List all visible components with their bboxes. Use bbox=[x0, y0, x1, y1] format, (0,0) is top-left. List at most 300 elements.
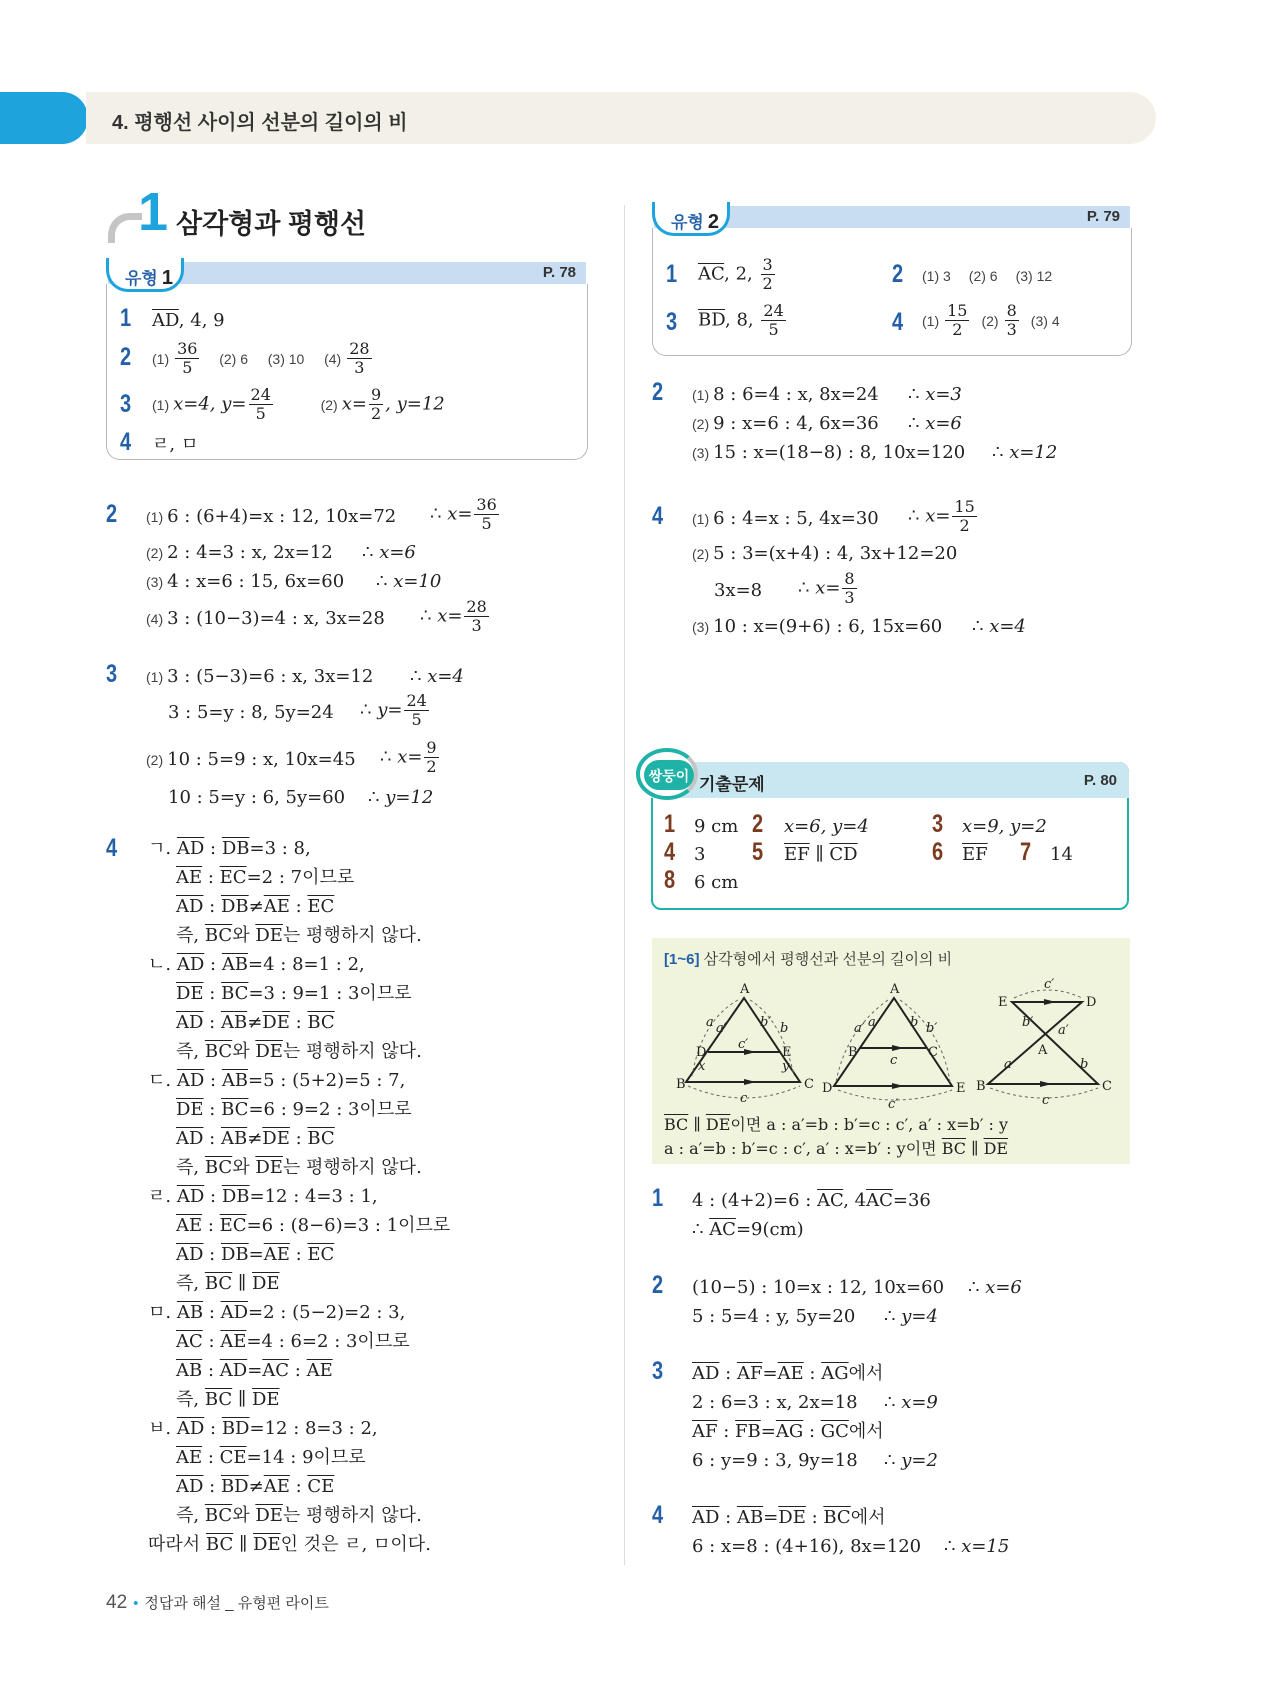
sol4-ma-l3 bbox=[176, 1360, 333, 1382]
s4-line2-result bbox=[944, 1536, 1009, 1558]
rsol2-l2-eq: 9 : x=6 : 4, 6x=36 bbox=[713, 413, 879, 434]
label-a-small: a bbox=[706, 1015, 714, 1030]
sd-num-4: 4 bbox=[664, 838, 676, 866]
sol3-line2-result bbox=[360, 692, 431, 729]
label-a-prime: a′ bbox=[716, 1021, 727, 1036]
sol2-line2-result bbox=[362, 542, 416, 564]
item-na: ㄴ. bbox=[148, 954, 172, 975]
sol3-l4-res: y=12 bbox=[385, 787, 434, 808]
t2-num-2: 2 bbox=[892, 260, 904, 288]
jeuk: 즉, bbox=[176, 1273, 200, 1294]
frac-num: 3 bbox=[762, 255, 773, 274]
therefore-symbol: ∴ bbox=[798, 577, 810, 599]
t1-a3-x: x= bbox=[341, 393, 367, 415]
neq: ≠ bbox=[247, 1128, 263, 1149]
twin-page: P. 80 bbox=[1083, 772, 1117, 789]
ratio: =4 : 8=1 : 2, bbox=[248, 954, 365, 975]
item-ba: ㅂ. bbox=[148, 1418, 172, 1439]
sol4-ma-l2 bbox=[176, 1331, 410, 1353]
sd-answer-7: 14 bbox=[1050, 844, 1073, 865]
sd-a2: x=6, y=4 bbox=[784, 816, 869, 837]
sd-answer-6 bbox=[962, 844, 988, 866]
label-b-prime: b′ bbox=[1022, 1015, 1034, 1030]
theorem-title: 삼각형에서 평행선과 선분의 길이의 비 bbox=[703, 951, 953, 968]
triangle-2 bbox=[834, 998, 952, 1086]
sol2-l2-res: x=6 bbox=[379, 542, 416, 563]
seg: $\overline{AD}$ bbox=[176, 896, 204, 917]
twin-badge bbox=[636, 748, 698, 800]
frac-num: 28 bbox=[466, 597, 487, 616]
rsol4-line3: 3x=8 bbox=[714, 580, 763, 601]
sol4-ga-l4 bbox=[176, 925, 422, 947]
ese: 에서 bbox=[848, 1363, 884, 1384]
rsol2-line2-result bbox=[908, 413, 962, 435]
frac-15-2 bbox=[952, 498, 976, 535]
seg: $\overline{BC}$ bbox=[204, 1505, 233, 1526]
frac-num: 28 bbox=[349, 339, 370, 358]
ese: 에서 bbox=[850, 1507, 886, 1528]
colon: : bbox=[204, 954, 222, 975]
rsol2-line3-result bbox=[992, 442, 1057, 464]
dash bbox=[836, 1000, 888, 1082]
part-1: (1) bbox=[152, 350, 170, 367]
frac-8-3 bbox=[842, 570, 856, 607]
sol3-l3-res: x= bbox=[397, 746, 423, 768]
seg: $\overline{AE}$ bbox=[263, 1476, 290, 1497]
frac-den: 2 bbox=[959, 516, 970, 535]
part-2: (2) bbox=[692, 416, 710, 432]
theorem-text-1: 이면 a : a′=b : b′=c : c′, a′ : x=b′ : y bbox=[730, 1115, 1009, 1134]
seg-ad: $\overline{AD}$ bbox=[152, 310, 179, 331]
neq: ≠ bbox=[248, 1476, 264, 1497]
s1-t2: , 4 bbox=[843, 1190, 867, 1211]
therefore-symbol: ∴ bbox=[360, 699, 372, 721]
seg: $\overline{AD}$ bbox=[176, 1244, 204, 1265]
seg: $\overline{DE}$ bbox=[255, 1505, 283, 1526]
jeuk: 즉, bbox=[176, 1389, 200, 1410]
colon: : bbox=[203, 983, 222, 1004]
chapter-tab bbox=[0, 92, 88, 144]
t1-a2-part2: (2) 6 bbox=[219, 350, 249, 367]
s3-line1: $\overline{AD}$ : $\overline{AF}=\overline{AE}$ : $\overline{AG}$에서 bbox=[692, 1363, 884, 1384]
s3-num: 3 bbox=[652, 1357, 664, 1385]
sol2-line2 bbox=[146, 542, 333, 564]
seg-bd: $\overline{BD}$ bbox=[698, 309, 726, 331]
t2-answer-3 bbox=[698, 302, 788, 339]
therefore-symbol: ∴ bbox=[362, 542, 374, 563]
t2-a2-p1: (1) 3 bbox=[922, 268, 951, 284]
sol4-na-l1 bbox=[148, 954, 365, 976]
seg: $\overline{AE}$ bbox=[176, 867, 203, 888]
frac-den: 3 bbox=[471, 616, 482, 635]
part-1: (1) bbox=[146, 669, 164, 685]
sol4-ba-l2 bbox=[176, 1447, 366, 1469]
seg-ac: $\overline{AC}$ bbox=[698, 263, 725, 285]
sol2-l2-eq: 2 : 4=3 : x, 2x=12 bbox=[167, 542, 333, 563]
label-b-small: b bbox=[910, 1015, 919, 1030]
seg: $\overline{AE}$ bbox=[176, 1447, 203, 1468]
type2-page: P. 79 bbox=[1086, 208, 1120, 225]
seg: $\overline{AE}$ bbox=[777, 1363, 804, 1384]
seg-bc: $\overline{BC}$ bbox=[941, 1139, 966, 1158]
t2-answer-2 bbox=[922, 265, 1056, 287]
rsol2-l3-res: x=12 bbox=[1009, 442, 1058, 463]
seg: $\overline{AD}$ bbox=[176, 954, 205, 975]
label-a-small: a bbox=[1004, 1057, 1012, 1072]
frac-28-3 bbox=[347, 340, 371, 377]
frac-den: 5 bbox=[255, 404, 266, 423]
label-c-prime: c′ bbox=[1044, 977, 1055, 992]
therefore-symbol: ∴ bbox=[376, 571, 388, 592]
therefore-symbol: ∴ bbox=[692, 1219, 710, 1240]
seg-de: $\overline{DE}$ bbox=[705, 1115, 731, 1134]
frac-num: 24 bbox=[763, 301, 784, 320]
seg: $\overline{DB}$ bbox=[220, 896, 249, 917]
frac-24-5 bbox=[761, 302, 785, 339]
page-number: 42 bbox=[106, 1592, 128, 1613]
rsol2-line1-result bbox=[908, 384, 962, 406]
frac-num: 8 bbox=[844, 569, 855, 588]
seg: $\overline{AF}$ bbox=[692, 1421, 718, 1442]
type2-badge-label: 유형 bbox=[671, 213, 704, 232]
frac-den: 2 bbox=[762, 274, 773, 293]
label-b: B bbox=[848, 1045, 858, 1060]
seg: $\overline{DE}$ bbox=[262, 1128, 290, 1149]
rsol2-l2-res: x=6 bbox=[925, 413, 962, 434]
sd-num-6: 6 bbox=[932, 838, 944, 866]
t2-num-4: 4 bbox=[892, 308, 904, 336]
part-1: (1) bbox=[146, 509, 164, 525]
seg: $\overline{BC}$ bbox=[204, 1389, 233, 1410]
seg-ac: $\overline{AC}$ bbox=[817, 1190, 844, 1211]
sol4-na-l2 bbox=[176, 983, 412, 1005]
label-b-small: b bbox=[780, 1021, 789, 1036]
part-1: (1) bbox=[692, 387, 710, 403]
part-1: (1) bbox=[152, 396, 170, 413]
seg: $\overline{AE}$ bbox=[220, 1331, 247, 1352]
seg: $\overline{AB}$ bbox=[736, 1507, 764, 1528]
frac-3-2 bbox=[761, 256, 775, 293]
seg: $\overline{AE}$ bbox=[263, 896, 290, 917]
sol2-x: x= bbox=[447, 503, 473, 525]
seg: $\overline{AD}$ bbox=[219, 1360, 248, 1381]
seg: $\overline{BC}$ bbox=[823, 1507, 851, 1528]
ese: 에서 bbox=[848, 1421, 884, 1442]
sol3-line2: 3 : 5=y : 8, 5y=24 bbox=[168, 702, 334, 723]
therefore-symbol: ∴ bbox=[908, 384, 920, 405]
sd-answer-8: 6 cm bbox=[694, 872, 739, 893]
item-ra: ㄹ. bbox=[148, 1186, 172, 1207]
item-ga: ㄱ. bbox=[148, 838, 172, 859]
part-3: (3) bbox=[1030, 312, 1048, 329]
therefore-symbol: ∴ bbox=[368, 787, 380, 808]
eq: = bbox=[247, 1360, 263, 1381]
seg: $\overline{BC}$ bbox=[221, 1099, 249, 1120]
colon: : bbox=[289, 1244, 308, 1265]
seg: $\overline{AF}$ bbox=[736, 1363, 763, 1384]
s2-l1-res: x=6 bbox=[985, 1277, 1022, 1298]
therefore-symbol: ∴ bbox=[908, 505, 920, 527]
label-b-prime: b′ bbox=[760, 1015, 772, 1030]
rsol4-line1-result bbox=[908, 498, 979, 535]
s3-line3: $\overline{AF}$ : $\overline{FB}=\overline{AG}$ : $\overline{GC}$에서 bbox=[692, 1421, 884, 1442]
seg: $\overline{BC}$ bbox=[205, 1534, 234, 1555]
sol4-ma-l4 bbox=[176, 1389, 280, 1411]
colon: : bbox=[204, 1418, 222, 1439]
label-a: A bbox=[1038, 1043, 1048, 1058]
sol4-da-l4 bbox=[176, 1157, 422, 1179]
sd-a3: x=9, y=2 bbox=[962, 816, 1047, 837]
t2-answer-4 bbox=[922, 302, 1064, 339]
sol3-l1-res: x=4 bbox=[427, 666, 464, 687]
rsol4-l4-res: x=4 bbox=[989, 616, 1026, 637]
s1-num: 1 bbox=[652, 1184, 664, 1212]
label-e: E bbox=[782, 1045, 792, 1060]
colon: : bbox=[204, 1186, 222, 1207]
sol2-line4-result bbox=[420, 598, 491, 635]
t1-a2-part3: (3) 10 bbox=[267, 350, 305, 367]
s1-t3: =36 bbox=[892, 1190, 931, 1211]
label-c-small: c bbox=[890, 1053, 898, 1068]
seg: $\overline{AB}$ bbox=[176, 1302, 204, 1323]
seg: $\overline{BC}$ bbox=[221, 983, 249, 1004]
label-y: y bbox=[782, 1059, 790, 1074]
seg-bc: $\overline{BC}$ bbox=[664, 1115, 689, 1134]
seg: $\overline{BD}$ bbox=[220, 1476, 249, 1497]
neq: ≠ bbox=[248, 896, 264, 917]
t1-a3-y: , y=12 bbox=[385, 393, 445, 415]
rsol2-l1-eq: 8 : 6=4 : x, 8x=24 bbox=[713, 384, 879, 405]
s2-l2-res: y=4 bbox=[901, 1306, 938, 1327]
label-x: x bbox=[698, 1059, 706, 1074]
frac-den: 2 bbox=[426, 757, 437, 776]
seg: $\overline{EC}$ bbox=[307, 1244, 335, 1265]
frac-24-5 bbox=[404, 692, 428, 729]
frac-num: 9 bbox=[426, 738, 437, 757]
label-a: A bbox=[890, 982, 900, 997]
chapter-title-text: 4. 평행선 사이의 선분의 길이의 비 bbox=[112, 112, 408, 134]
sol4-na-l3 bbox=[176, 1012, 335, 1034]
sd-num-3: 3 bbox=[932, 810, 944, 838]
s2-line1: (10−5) : 10=x : 12, 10x=60 bbox=[692, 1277, 945, 1298]
part-3: (3) bbox=[692, 445, 710, 461]
seg-ef: $\overline{EF}$ bbox=[784, 844, 810, 865]
label-c: C bbox=[804, 1077, 814, 1092]
part-2: (2) bbox=[692, 546, 710, 562]
rsol4-line2 bbox=[692, 543, 957, 565]
seg: $\overline{AD}$ bbox=[176, 1012, 204, 1033]
label-b: B bbox=[676, 1077, 686, 1092]
frac-num: 8 bbox=[1006, 301, 1017, 320]
t2-a4-p3: 4 bbox=[1051, 312, 1060, 329]
label-c-small: c bbox=[740, 1091, 748, 1106]
label-c-small: c bbox=[1042, 1093, 1050, 1108]
therefore-symbol: ∴ bbox=[410, 666, 422, 687]
sol4-ga-l3 bbox=[176, 896, 334, 918]
s2-num: 2 bbox=[652, 1271, 664, 1299]
label-b: B bbox=[976, 1079, 986, 1094]
sol4-conclusion bbox=[148, 1534, 431, 1556]
t1-a3-text: x=4, y= bbox=[173, 393, 247, 415]
therefore-symbol: ∴ bbox=[884, 1392, 896, 1413]
frac-den: 3 bbox=[844, 588, 855, 607]
sol3-line1-result bbox=[410, 666, 464, 688]
seg: $\overline{EC}$ bbox=[307, 896, 335, 917]
t2-num-3: 3 bbox=[666, 308, 678, 336]
rsol4-l1-res: x= bbox=[925, 505, 951, 527]
sd-answer-5: $\overline{EF}$ ∥ $\overline{CD}$ bbox=[784, 844, 858, 865]
sol2-l4-eq: 3 : (10−3)=4 : x, 3x=28 bbox=[167, 608, 385, 629]
rsol2-line2 bbox=[692, 413, 879, 435]
frac-den: 3 bbox=[354, 358, 365, 377]
part-3: (3) bbox=[146, 574, 164, 590]
sol4-ma-l1 bbox=[148, 1302, 405, 1324]
sol2-line1-result bbox=[430, 496, 501, 533]
colon: : bbox=[203, 1302, 221, 1323]
s2-line2-result bbox=[884, 1306, 938, 1328]
sol4-na-l4 bbox=[176, 1041, 422, 1063]
seg: $\overline{DE}$ bbox=[253, 1534, 281, 1555]
sd-num-7: 7 bbox=[1020, 838, 1032, 866]
colon: : bbox=[202, 1360, 220, 1381]
sol3-line3-result bbox=[380, 739, 441, 776]
therefore-symbol: ∴ bbox=[972, 616, 984, 637]
type1-badge bbox=[106, 258, 184, 292]
not-parallel: 는 평행하지 않다. bbox=[282, 1041, 422, 1062]
rsol2-num: 2 bbox=[652, 378, 664, 406]
sol3-l3-eq: 10 : 5=9 : x, 10x=45 bbox=[167, 749, 356, 770]
type1-badge-num: 1 bbox=[161, 267, 173, 289]
frac-36-5 bbox=[175, 340, 199, 377]
sd-num-5: 5 bbox=[752, 838, 764, 866]
seg: $\overline{AB}$ bbox=[220, 1012, 248, 1033]
sd-answer-3 bbox=[962, 816, 1047, 838]
chapter-title bbox=[86, 92, 1156, 144]
seg: $\overline{AB}$ bbox=[176, 1360, 203, 1381]
frac-num: 24 bbox=[406, 691, 427, 710]
t1-a1-rest: , 4, 9 bbox=[178, 310, 225, 331]
colon: : bbox=[289, 896, 308, 917]
sol4-da-l3 bbox=[176, 1128, 335, 1150]
seg-de: $\overline{DE}$ bbox=[983, 1139, 1009, 1158]
s3-line4: 6 : y=9 : 3, 9y=18 bbox=[692, 1450, 858, 1471]
frac-num: 24 bbox=[250, 385, 271, 404]
therefore-symbol: ∴ bbox=[944, 1536, 956, 1557]
footer-text: 정답과 해설 _ 유형편 라이트 bbox=[144, 1595, 329, 1612]
ratio: =6 : 9=2 : 3이므로 bbox=[248, 1099, 412, 1120]
column-divider bbox=[624, 205, 625, 1565]
seg-ac: $\overline{AC}$ bbox=[709, 1219, 736, 1240]
s2-line2: 5 : 5=4 : y, 5y=20 bbox=[692, 1306, 856, 1327]
label-c: C bbox=[1102, 1079, 1112, 1094]
jeuk: 즉, bbox=[176, 1505, 200, 1526]
sol4-ga-l1 bbox=[148, 838, 311, 860]
seg: $\overline{AB}$ bbox=[220, 1128, 248, 1149]
seg: $\overline{EC}$ bbox=[219, 1215, 247, 1236]
label-e: E bbox=[956, 1081, 966, 1096]
sol2-line1 bbox=[146, 506, 396, 528]
t1-num-2: 2 bbox=[120, 343, 132, 371]
seg: $\overline{AD}$ bbox=[176, 1476, 204, 1497]
theorem-line2 bbox=[664, 1138, 1008, 1160]
s4-line1: $\overline{AD}$ : $\overline{AB}=\overline{DE}$ : $\overline{BC}$에서 bbox=[692, 1507, 886, 1528]
seg: $\overline{EC}$ bbox=[219, 867, 247, 888]
s1-line1 bbox=[692, 1190, 931, 1212]
t1-answer-3 bbox=[152, 386, 445, 423]
s4-num: 4 bbox=[652, 1501, 664, 1529]
section-title: 삼각형과 평행선 bbox=[176, 209, 367, 239]
t1-answer-1 bbox=[152, 310, 225, 332]
rsol4-l4-eq: 10 : x=(9+6) : 6, 15x=60 bbox=[713, 616, 943, 637]
seg: $\overline{AD}$ bbox=[176, 1128, 204, 1149]
seg: $\overline{DE}$ bbox=[262, 1012, 290, 1033]
part-1: (1) bbox=[692, 511, 710, 527]
seg: $\overline{AB}$ bbox=[221, 1070, 249, 1091]
rsol4-l3-res: x= bbox=[815, 577, 841, 599]
theorem-text-2: a : a′=b : b′=c : c′, a′ : x=b′ : y이면 bbox=[664, 1139, 942, 1158]
eq: = bbox=[248, 1244, 264, 1265]
seg: $\overline{DE}$ bbox=[255, 1157, 283, 1178]
s3-line4-result bbox=[884, 1450, 938, 1472]
colon: : bbox=[202, 1215, 220, 1236]
colon: : bbox=[203, 1244, 221, 1265]
part-2: (2) bbox=[146, 752, 164, 768]
seg: $\overline{AE}$ bbox=[263, 1244, 290, 1265]
label-a-prime: a′ bbox=[1058, 1023, 1069, 1038]
t2-num-1: 1 bbox=[666, 260, 678, 288]
frac-den: 5 bbox=[481, 514, 492, 533]
seg: $\overline{AD}$ bbox=[692, 1363, 720, 1384]
frac-num: 36 bbox=[476, 495, 497, 514]
not-parallel: 는 평행하지 않다. bbox=[282, 1157, 422, 1178]
sol4-ba-l1 bbox=[148, 1418, 378, 1440]
label-d: D bbox=[822, 1081, 833, 1096]
part-4: (4) bbox=[146, 611, 164, 627]
frac-24-5 bbox=[249, 386, 273, 423]
seg: $\overline{DE}$ bbox=[778, 1507, 806, 1528]
frac-den: 5 bbox=[768, 320, 779, 339]
frac-36-5 bbox=[474, 496, 498, 533]
frac-den: 3 bbox=[1006, 320, 1017, 339]
section-number: 1 bbox=[138, 182, 169, 242]
rsol4-num: 4 bbox=[652, 502, 664, 530]
seg: $\overline{DE}$ bbox=[255, 925, 283, 946]
theorem-range: [1~6] bbox=[664, 951, 700, 968]
seg: $\overline{BC}$ bbox=[204, 1041, 233, 1062]
label-c: C bbox=[928, 1045, 938, 1060]
frac-den: 5 bbox=[411, 710, 422, 729]
jeuk: 즉, bbox=[176, 925, 200, 946]
triangle-diagrams bbox=[652, 960, 1130, 1110]
colon: : bbox=[203, 1099, 222, 1120]
footer-dot-icon: • bbox=[133, 1595, 139, 1612]
s3-l2-res: x=9 bbox=[901, 1392, 938, 1413]
sol3-line1 bbox=[146, 666, 373, 688]
therefore-symbol: ∴ bbox=[992, 442, 1004, 463]
colon: : bbox=[203, 1476, 221, 1497]
seg: $\overline{GC}$ bbox=[820, 1421, 849, 1442]
s1-t1: 4 : (4+2)=6 : bbox=[692, 1190, 818, 1211]
part-4: (4) bbox=[324, 350, 342, 367]
ratio: =14 : 9이므로 bbox=[246, 1447, 366, 1468]
sol4-ba-l3 bbox=[176, 1476, 334, 1498]
therefore-symbol: ∴ bbox=[884, 1450, 896, 1471]
rsol4-l1-eq: 6 : 4=x : 5, 4x=30 bbox=[713, 508, 879, 529]
seg-ac: $\overline{AC}$ bbox=[866, 1190, 893, 1211]
seg: $\overline{DE}$ bbox=[255, 1041, 283, 1062]
t1-num-1: 1 bbox=[120, 304, 132, 332]
seg: $\overline{AD}$ bbox=[176, 838, 205, 859]
